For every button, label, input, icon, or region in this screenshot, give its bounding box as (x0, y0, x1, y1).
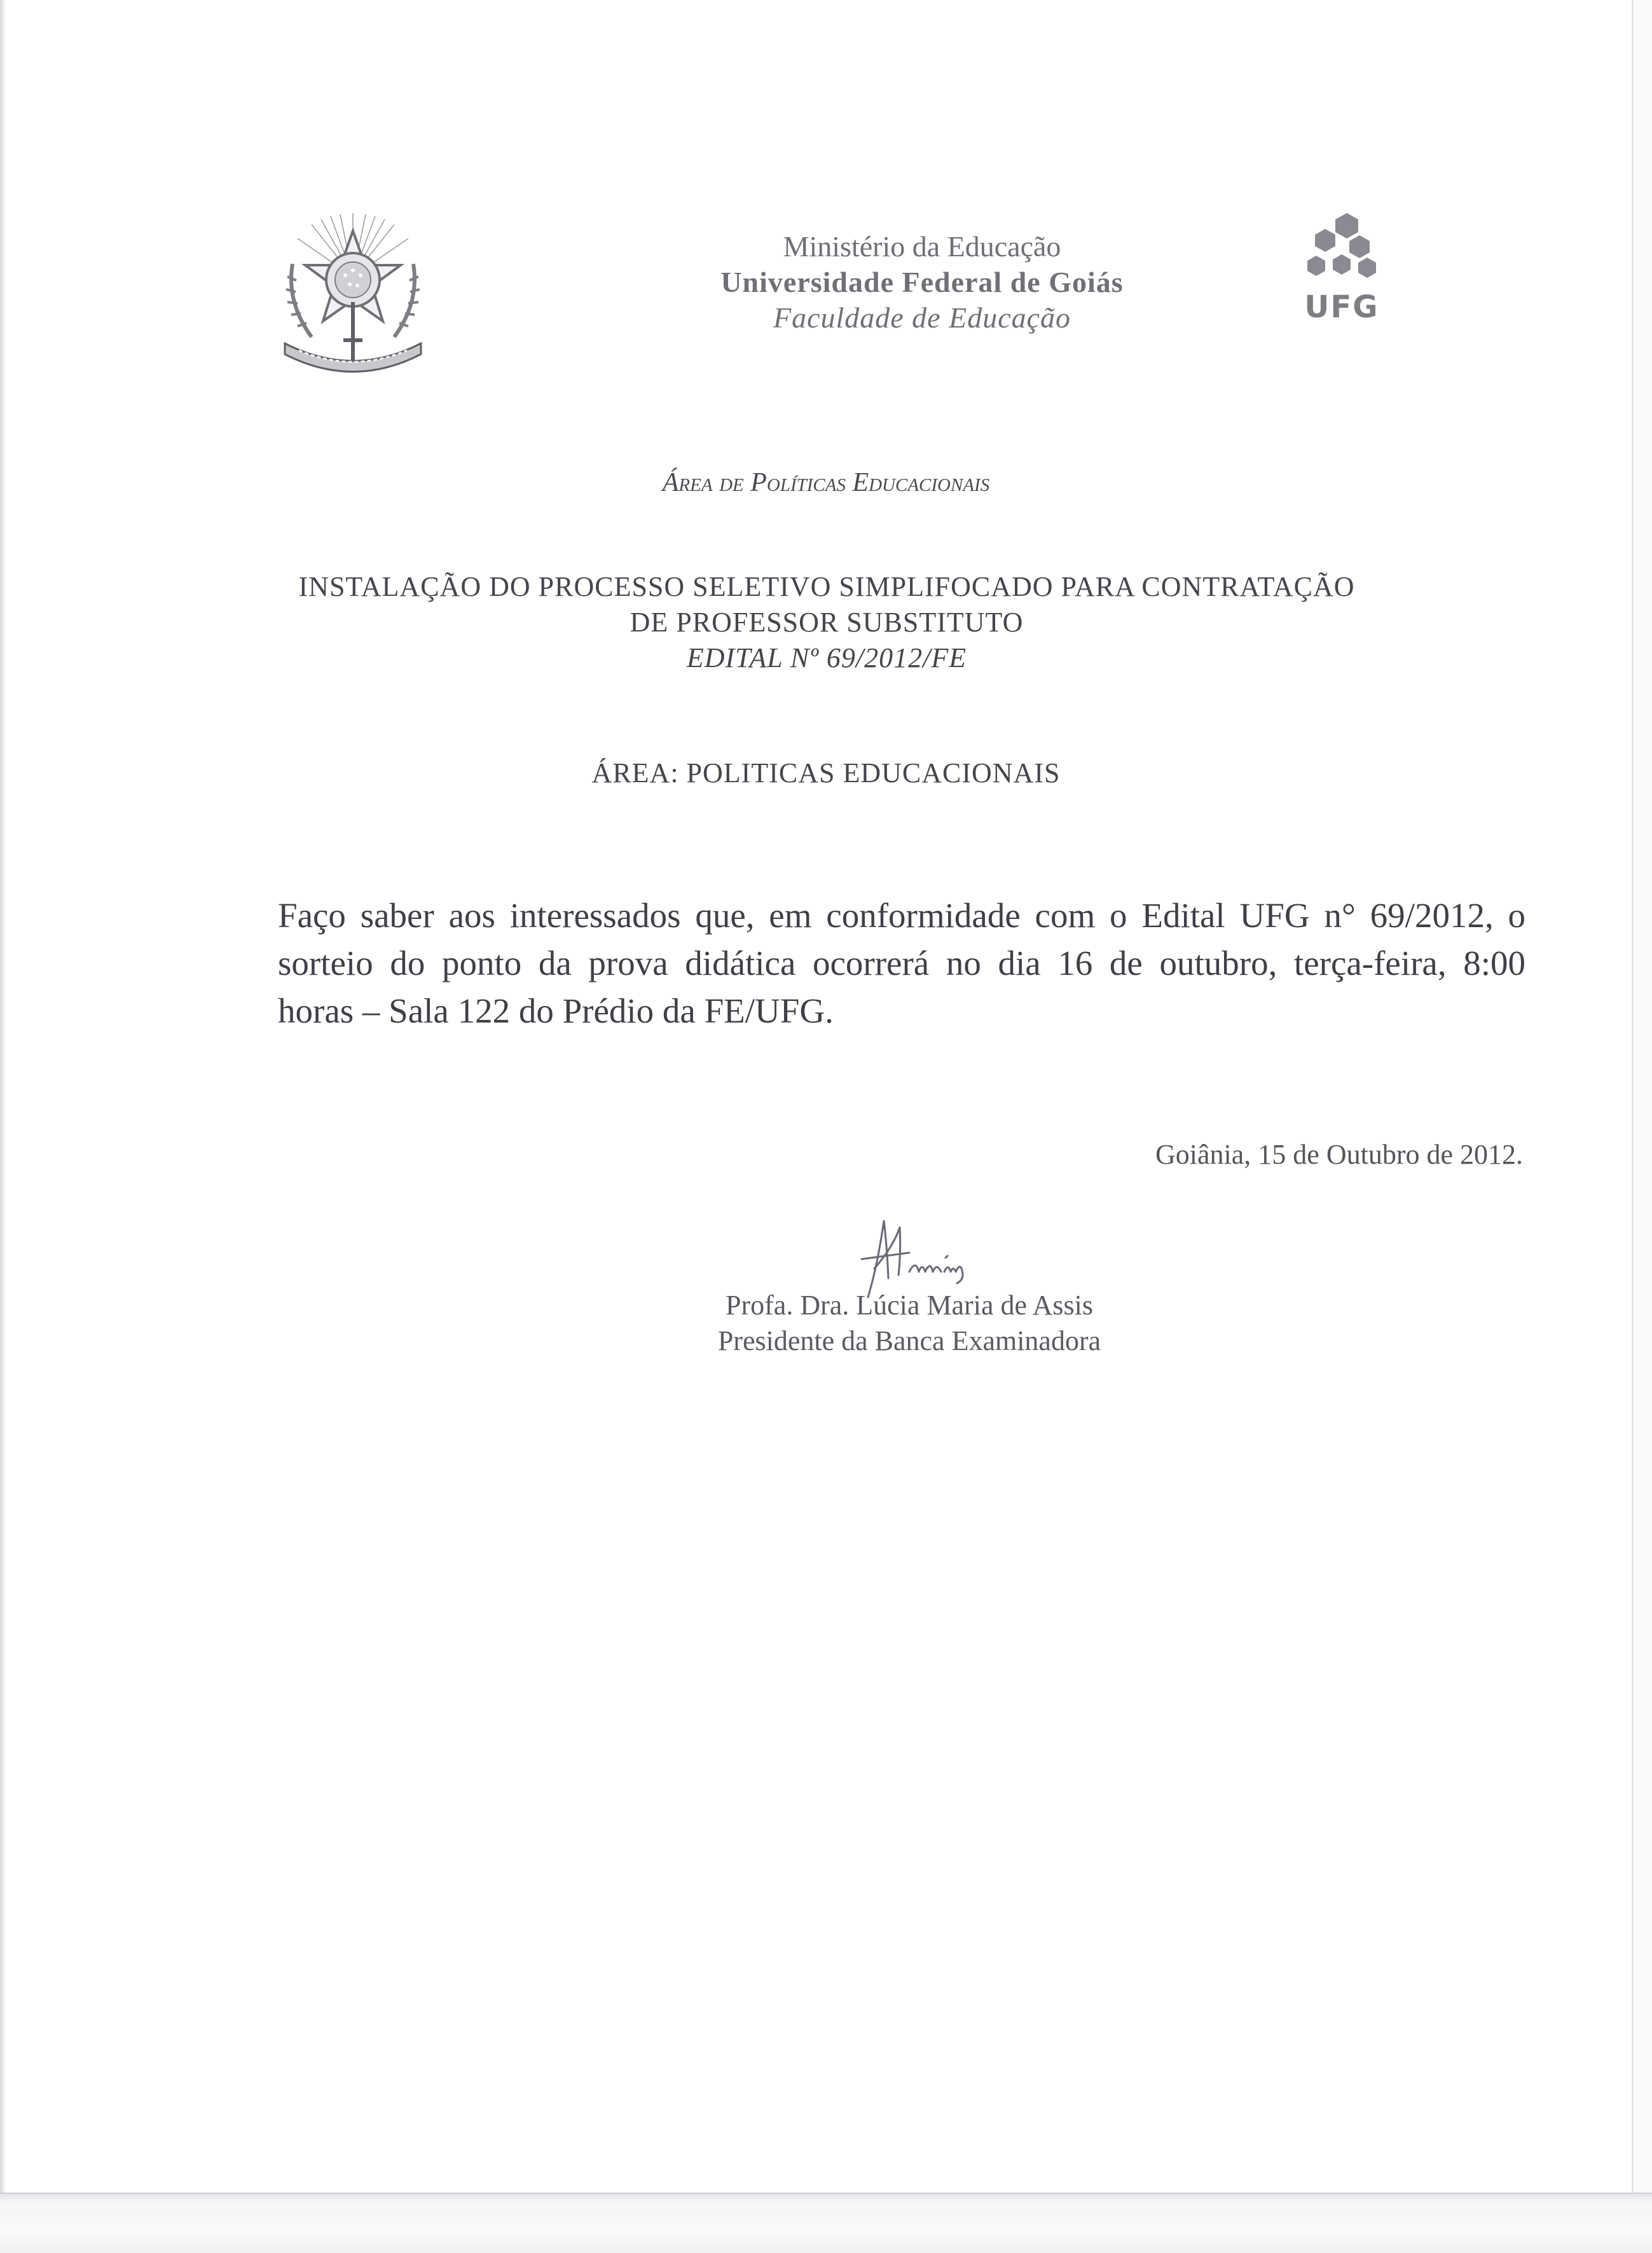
brazil-coat-of-arms-icon (273, 207, 432, 378)
edital-number: EDITAL Nº 69/2012/FE (686, 642, 967, 673)
document-title (191, 569, 1463, 676)
body-line-2: sorteio do ponto da prova didática ocorrerá no dia 16 de outubro, terça-feira, 8:00 (278, 944, 1525, 982)
ufg-logo-text: UFG (1304, 289, 1379, 325)
body-line-3: horas – Sala 122 do Prédio da FE/UFG. (278, 991, 834, 1030)
title-line-2: DE PROFESSOR SUBSTITUTO (630, 607, 1024, 638)
ministry-name: Ministério da Educação (783, 230, 1061, 263)
body-line-1: Faço saber aos interessados que, em conformidade com o Edital UFG n° 69/2012, o (278, 896, 1525, 935)
signatory-role: Presidente da Banca Examinadora (717, 1325, 1101, 1356)
university-name: Universidade Federal de Goiás (720, 266, 1124, 298)
area-subtitle: Área de Políticas Educacionais (662, 468, 990, 497)
date-line: Goiânia, 15 de Outubro de 2012. (1155, 1139, 1523, 1170)
area-heading: ÁREA: POLITICAS EDUCACIONAIS (591, 757, 1061, 789)
title-line-1: INSTALAÇÃO DO PROCESSO SELETIVO SIMPLIFOCADO PARA CONTRATAÇÃO (298, 571, 1355, 602)
body-paragraph (278, 892, 1525, 1035)
faculty-name: Faculdade de Educação (773, 301, 1071, 334)
scan-edge-left (0, 0, 6, 2253)
scan-edge-right (1634, 0, 1652, 2253)
signatory-name: Profa. Dra. Lúcia Maria de Assis (726, 1290, 1093, 1321)
scan-edge-bottom (0, 2194, 1652, 2253)
signatory-block (572, 1288, 1246, 1359)
institution-header (572, 229, 1272, 336)
